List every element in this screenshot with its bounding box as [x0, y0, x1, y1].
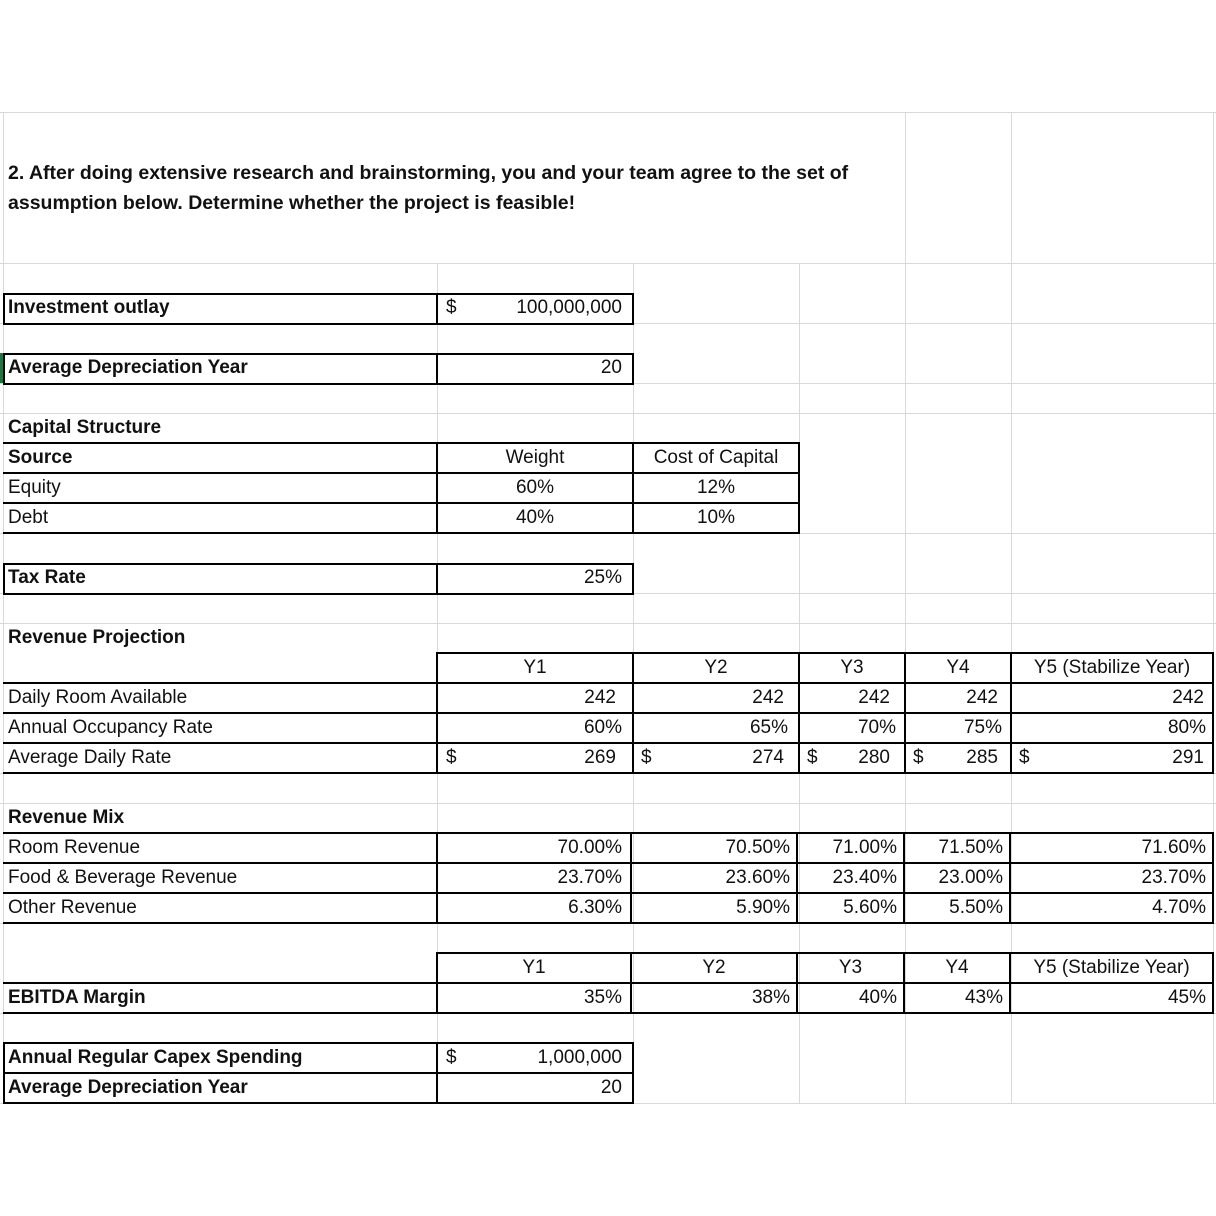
fnb-revenue-y1[interactable]: 23.70%	[557, 867, 622, 888]
investment-label[interactable]: Investment outlay	[8, 297, 170, 318]
occupancy-y2[interactable]: 65%	[749, 717, 788, 738]
room-revenue-y2[interactable]: 70.50%	[725, 837, 790, 858]
ebitda-y1[interactable]: 35%	[583, 987, 622, 1008]
proj-year-y4[interactable]: Y4	[946, 657, 970, 678]
capex-depreciation-label[interactable]: Average Depreciation Year	[8, 1077, 248, 1098]
revenue-mix-header[interactable]: Revenue Mix	[8, 807, 125, 828]
ebitda-year-y1[interactable]: Y1	[522, 957, 546, 978]
adr-y2[interactable]: 274	[752, 747, 784, 768]
ebitda-y4[interactable]: 43%	[964, 987, 1003, 1008]
ebitda-year-y2[interactable]: Y2	[702, 957, 726, 978]
capex-value[interactable]: 1,000,000	[537, 1047, 622, 1068]
sheet-title	[8, 158, 848, 218]
divider	[798, 442, 800, 534]
revenue-projection-header[interactable]: Revenue Projection	[8, 627, 186, 648]
other-revenue-y3[interactable]: 5.60%	[843, 897, 897, 918]
other-revenue-y1[interactable]: 6.30%	[568, 897, 622, 918]
ebitda-year-y3[interactable]: Y3	[838, 957, 863, 978]
title-line-1: 2. After doing extensive research and brainstorming, you and your team agree to the set of	[8, 162, 849, 184]
adr-y1[interactable]: 269	[584, 747, 616, 768]
adr-currency-y5: $	[1019, 747, 1030, 768]
investment-currency[interactable]: $	[446, 297, 457, 318]
capex-label[interactable]: Annual Regular Capex Spending	[8, 1047, 303, 1068]
capex-depreciation-value[interactable]: 20	[600, 1077, 622, 1098]
room-revenue-label[interactable]: Room Revenue	[8, 837, 141, 858]
room-revenue-y4[interactable]: 71.50%	[938, 837, 1003, 858]
other-revenue-y5[interactable]: 4.70%	[1152, 897, 1206, 918]
proj-year-y1[interactable]: Y1	[523, 657, 547, 678]
divider	[1212, 652, 1214, 774]
adr-y3[interactable]: 280	[858, 747, 890, 768]
fnb-revenue-y5[interactable]: 23.70%	[1141, 867, 1206, 888]
divider	[1212, 952, 1214, 1014]
room-revenue-y3[interactable]: 71.00%	[832, 837, 897, 858]
occupancy-label[interactable]: Annual Occupancy Rate	[8, 717, 213, 738]
other-revenue-y4[interactable]: 5.50%	[949, 897, 1003, 918]
room-revenue-y5[interactable]: 71.60%	[1141, 837, 1206, 858]
adr-currency-y1: $	[446, 747, 457, 768]
adr-currency-y3: $	[807, 747, 818, 768]
rooms-y3[interactable]: 242	[858, 687, 890, 708]
fnb-revenue-label[interactable]: Food & Beverage Revenue	[8, 867, 238, 888]
ebitda-y5[interactable]: 45%	[1167, 987, 1206, 1008]
occupancy-y4[interactable]: 75%	[963, 717, 1002, 738]
capex-currency[interactable]: $	[446, 1047, 457, 1068]
equity-weight[interactable]: 60%	[515, 477, 555, 498]
rooms-y1[interactable]: 242	[584, 687, 616, 708]
gridline	[3, 112, 4, 1104]
equity-label[interactable]: Equity	[8, 477, 61, 498]
fnb-revenue-y4[interactable]: 23.00%	[938, 867, 1003, 888]
equity-cost[interactable]: 12%	[696, 477, 736, 498]
other-revenue-y2[interactable]: 5.90%	[736, 897, 790, 918]
ebitda-y2[interactable]: 38%	[751, 987, 790, 1008]
adr-y4[interactable]: 285	[966, 747, 998, 768]
occupancy-y5[interactable]: 80%	[1167, 717, 1206, 738]
tax-value[interactable]: 25%	[583, 567, 622, 588]
rooms-y5[interactable]: 242	[1172, 687, 1204, 708]
proj-year-y3[interactable]: Y3	[840, 657, 864, 678]
occupancy-y3[interactable]: 70%	[857, 717, 896, 738]
debt-cost[interactable]: 10%	[696, 507, 736, 528]
proj-year-y2[interactable]: Y2	[704, 657, 728, 678]
rooms-label[interactable]: Daily Room Available	[8, 687, 188, 708]
ebitda-label[interactable]: EBITDA Margin	[8, 987, 146, 1008]
debt-label[interactable]: Debt	[8, 507, 49, 528]
weight-header[interactable]: Weight	[505, 447, 565, 468]
fnb-revenue-y2[interactable]: 23.60%	[725, 867, 790, 888]
fnb-revenue-y3[interactable]: 23.40%	[832, 867, 897, 888]
adr-label[interactable]: Average Daily Rate	[8, 747, 172, 768]
gridline	[0, 112, 1216, 113]
proj-year-y5[interactable]: Y5 (Stabilize Year)	[1033, 657, 1191, 678]
tax-label[interactable]: Tax Rate	[8, 567, 86, 588]
rooms-y2[interactable]: 242	[752, 687, 784, 708]
other-revenue-label[interactable]: Other Revenue	[8, 897, 137, 918]
room-revenue-y1[interactable]: 70.00%	[557, 837, 622, 858]
investment-value[interactable]: 100,000,000	[516, 297, 622, 318]
ebitda-y3[interactable]: 40%	[858, 987, 897, 1008]
adr-currency-y4: $	[913, 747, 924, 768]
occupancy-y1[interactable]: 60%	[583, 717, 622, 738]
adr-y5[interactable]: 291	[1172, 747, 1204, 768]
ebitda-year-y4[interactable]: Y4	[945, 957, 969, 978]
source-header[interactable]: Source	[8, 447, 73, 468]
capital-structure-header[interactable]: Capital Structure	[8, 417, 162, 438]
cost-header[interactable]: Cost of Capital	[653, 447, 779, 468]
adr-currency-y2: $	[641, 747, 652, 768]
divider	[436, 293, 438, 325]
debt-weight[interactable]: 40%	[515, 507, 555, 528]
depreciation-label[interactable]: Average Depreciation Year	[8, 357, 248, 378]
depreciation-value[interactable]: 20	[600, 357, 622, 378]
ebitda-year-y5[interactable]: Y5 (Stabilize Year)	[1033, 957, 1190, 978]
title-line-2: assumption below. Determine whether the project is feasible!	[8, 192, 576, 214]
gridline	[0, 263, 1216, 264]
rooms-y4[interactable]: 242	[966, 687, 998, 708]
divider	[1212, 832, 1214, 924]
